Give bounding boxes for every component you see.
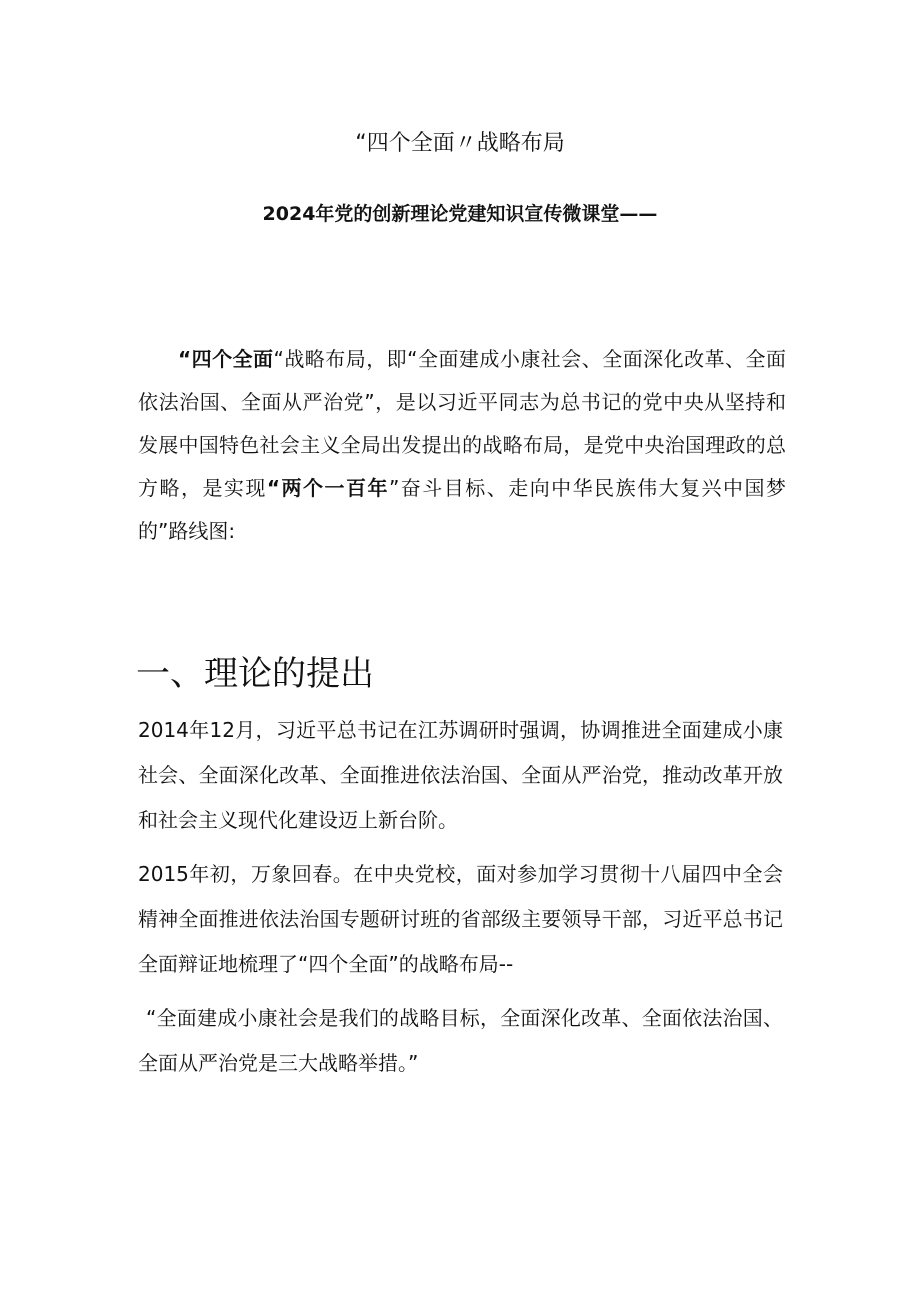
intro-paragraph [138,338,786,553]
intro-text-2: ”奋斗目标、走向中华民族伟大复兴中国梦的”路线图: [138,476,786,543]
section-paragraph-2014: 2014年12月，习近平总书记在江苏调研时强调，协调推进全面建成小康社会、全面深化改革、全面推进依法治国、全面从严治党，推动改革开放和社会主义现代化建设迈上新台阶。 [138,718,783,832]
section-heading: 一、理论的提出 [136,654,374,694]
section-paragraph-2015: 2015年初，万象回春。在中央党校，面对参加学习贯彻十八届四中全会精神全面推进依法治国专题研讨班的省部级主要领导干部，习近平总书记全面辩证地梳理了“四个全面”的战略布局-- [138,862,783,976]
intro-text-1: “战略布局，即“全面建成小康社会、全面深化改革、全面依法治国、全面从严治党”，是以习近平同志为总书记的党中央从坚持和发展中国特色社会主义全局出发提出的战略布局，是党中央治国理政的总方略，是实现 [138,347,786,500]
section-quote: “全面建成小康社会是我们的战略目标，全面深化改革、全面依法治国、全面从严治党是三大战略举措。” [138,1006,783,1075]
document-title: “四个全面〃战略布局 [355,131,565,156]
document-subtitle: 2024年党的创新理论党建知识宣传微课堂—— [262,203,658,225]
intro-bold-lead: “四个全面 [178,347,274,371]
intro-bold-two-centenary: “两个一百年 [266,476,389,500]
